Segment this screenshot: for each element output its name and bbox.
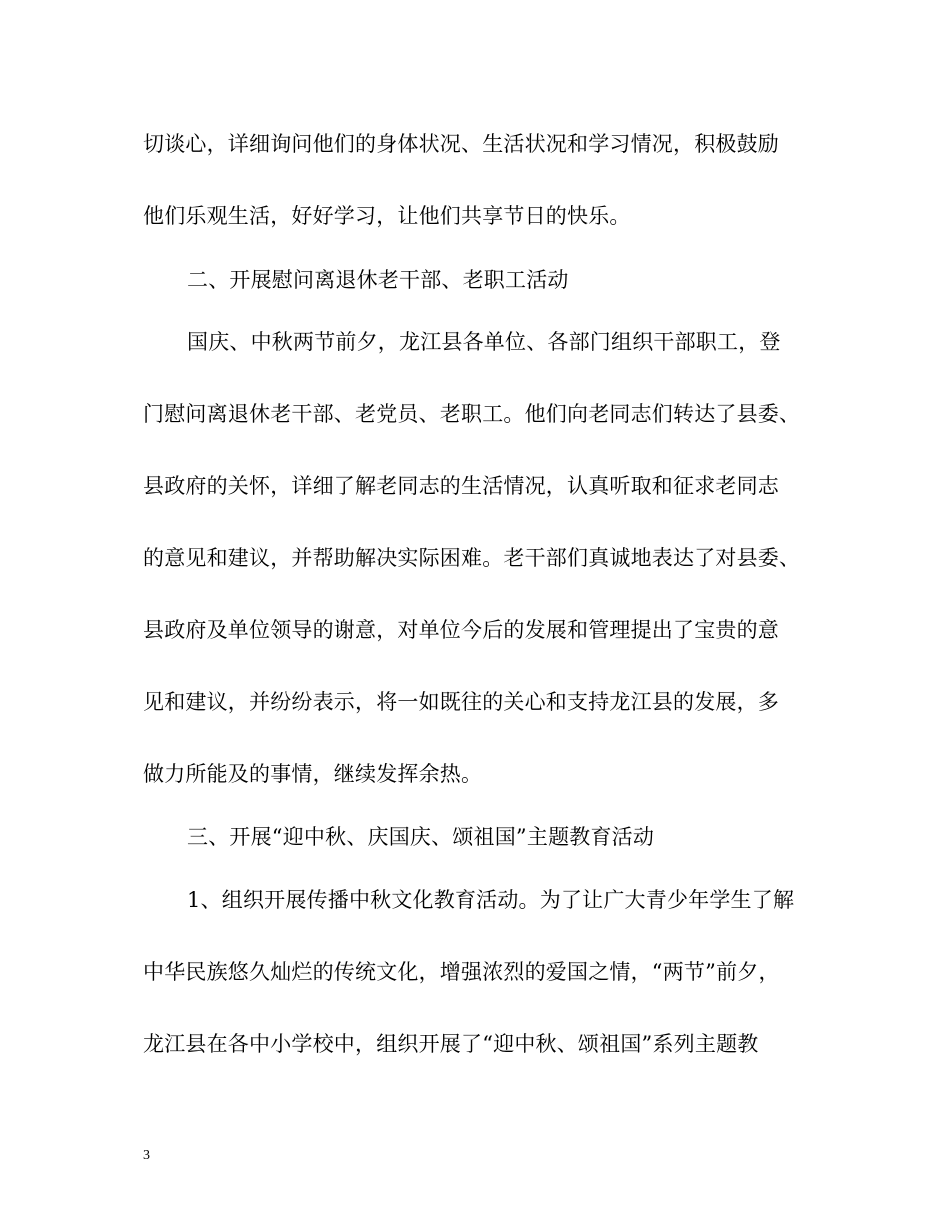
body-text-line: 龙江县在各中小学校中，组织开展了“迎中秋、颂祖国”系列主题教 [143, 1032, 759, 1056]
body-text-line: 他们乐观生活，好好学习，让他们共享节日的快乐。 [143, 204, 631, 228]
body-text-line: 县政府及单位领导的谢意，对单位今后的发展和管理提出了宝贵的意 [143, 618, 779, 642]
body-text-line: 见和建议，并纷纷表示，将一如既往的关心和支持龙江县的发展，多 [143, 690, 779, 714]
body-text-line: 切谈心，详细询问他们的身体状况、生活状况和学习情况，积极鼓励 [143, 132, 779, 156]
paragraph-first-line: 国庆、中秋两节前夕，龙江县各单位、各部门组织干部职工，登 [187, 330, 781, 354]
page-number: 3 [143, 1148, 150, 1163]
body-text-line: 县政府的关怀，详细了解老同志的生活情况，认真听取和征求老同志 [143, 474, 779, 498]
section-heading: 三、开展“迎中秋、庆国庆、颂祖国”主题教育活动 [187, 825, 655, 849]
body-text-line: 中华民族悠久灿烂的传统文化，增强浓烈的爱国之情，“两节”前夕， [143, 960, 780, 984]
body-text-line: 的意见和建议，并帮助解决实际困难。老干部们真诚地表达了对县委、 [143, 546, 801, 570]
body-text-line: 门慰问离退休老干部、老党员、老职工。他们向老同志们转达了县委、 [143, 402, 801, 426]
section-heading: 二、开展慰问离退休老干部、老职工活动 [187, 268, 569, 292]
paragraph-first-line: 1、组织开展传播中秋文化教育活动。为了让广大青少年学生了解 [187, 888, 795, 912]
body-text-line: 做力所能及的事情，继续发挥余热。 [143, 762, 483, 786]
